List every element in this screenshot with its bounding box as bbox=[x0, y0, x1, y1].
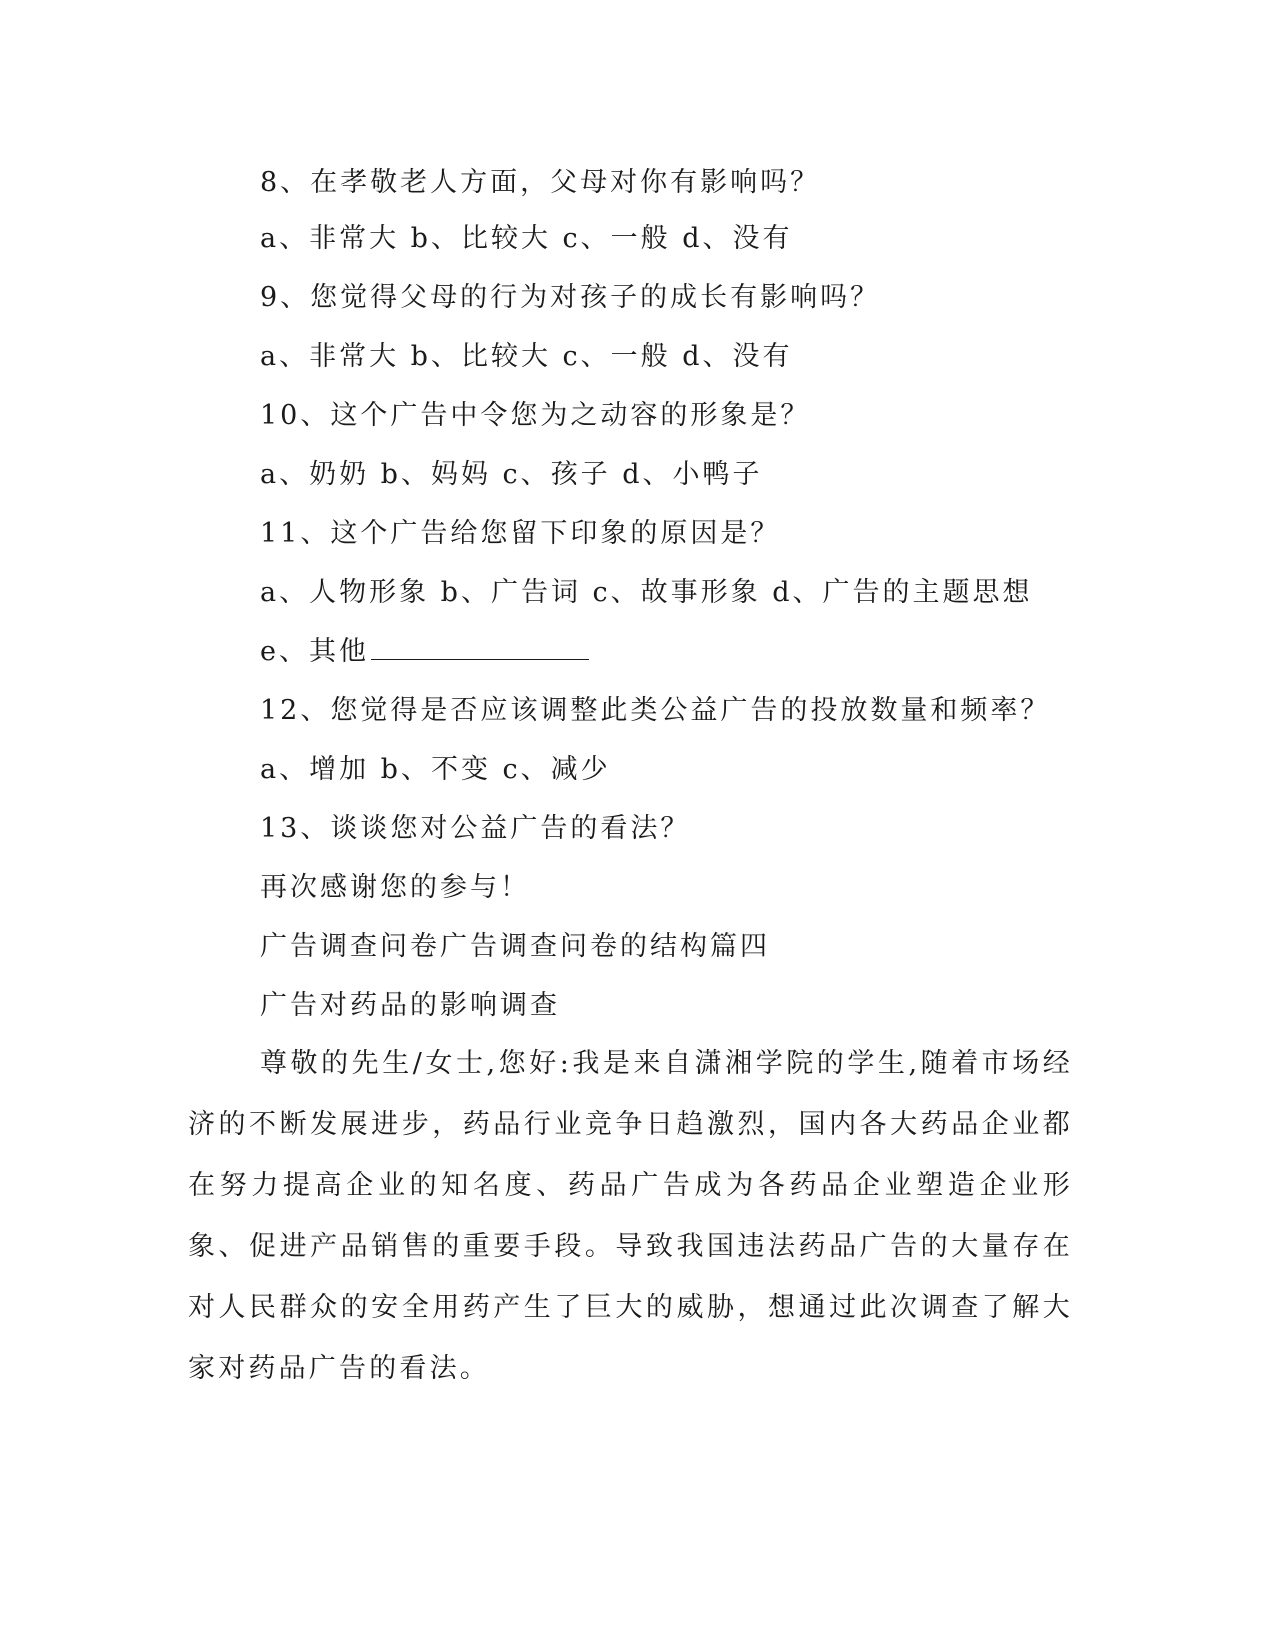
question-10-options: a、奶奶 b、妈妈 c、孩子 d、小鸭子 bbox=[260, 459, 763, 490]
fill-in-blank-line bbox=[371, 637, 589, 660]
question-11-options: a、人物形象 b、广告词 c、故事形象 d、广告的主题思想 bbox=[260, 577, 1033, 608]
question-9-options: a、非常大 b、比较大 c、一般 d、没有 bbox=[260, 341, 793, 372]
survey-title: 广告对药品的影响调查 bbox=[260, 990, 560, 1021]
question-8: 8、在孝敬老人方面，父母对你有影响吗？ bbox=[260, 167, 821, 198]
intro-paragraph: 尊敬的先生/女士,您好:我是来自潇湘学院的学生,随着市场经济的不断发展进步，药品行业竞争日趋激烈，国内各大药品企业都在努力提高企业的知名度、药品广告成为各药品企业塑造企业形象、促进产品销售的重要手段。导致我国违法药品广告的大量存在对人民群众的安全用药产生了巨大的威胁，想通过此次调查了解大家对药品广告的看法。 bbox=[188, 1048, 1073, 1384]
other-option-label: e、其他 bbox=[260, 636, 369, 667]
question-11-other bbox=[260, 634, 589, 670]
question-11: 11、这个广告给您留下印象的原因是？ bbox=[260, 518, 781, 549]
section-heading: 广告调查问卷广告调查问卷的结构篇四 bbox=[260, 931, 770, 962]
closing-thanks: 再次感谢您的参与！ bbox=[260, 872, 530, 903]
question-10: 10、这个广告中令您为之动容的形象是？ bbox=[260, 400, 811, 431]
question-13: 13、谈谈您对公益广告的看法？ bbox=[260, 813, 691, 844]
question-8-options: a、非常大 b、比较大 c、一般 d、没有 bbox=[260, 223, 793, 254]
question-12-options: a、增加 b、不变 c、减少 bbox=[260, 754, 611, 785]
question-9: 9、您觉得父母的行为对孩子的成长有影响吗？ bbox=[260, 282, 881, 313]
question-12: 12、您觉得是否应该调整此类公益广告的投放数量和频率？ bbox=[260, 695, 1051, 726]
